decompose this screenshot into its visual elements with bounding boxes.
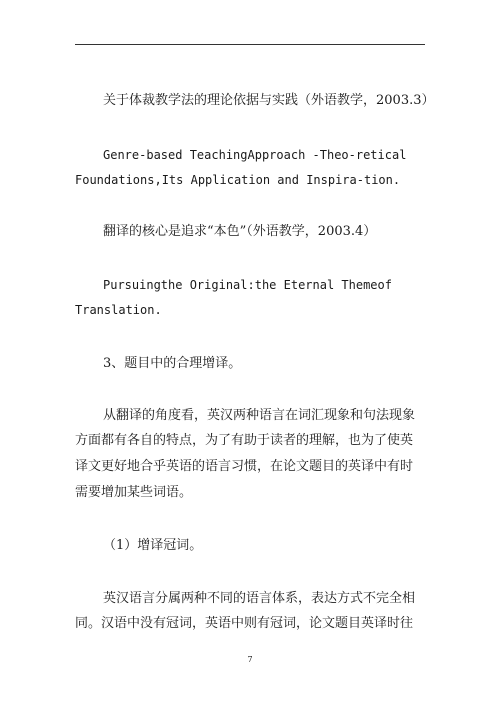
paragraph-1-line3: 译文更好地合乎英语的语言习惯，在论文题目的英译中有时	[75, 459, 414, 474]
section-heading-3: 3、题目中的合理增译。	[103, 356, 242, 371]
reference-title-cn-1: 关于体裁教学法的理论依据与实践（外语教学，2003.3）	[103, 93, 435, 108]
reference-title-en-2-line1: Pursuingthe Original:the Eternal Themeof	[103, 278, 392, 292]
paragraph-1-line4: 需要增加某些词语。	[75, 485, 193, 500]
page-number: 7	[247, 655, 253, 664]
subsection-heading-1: （1）增译冠词。	[103, 538, 203, 553]
reference-title-en-2-line2: Translation.	[75, 303, 162, 317]
paragraph-1-line2: 方面都有各自的特点，为了有助于读者的理解，也为了使英	[75, 433, 414, 448]
paragraph-1-line1: 从翻译的角度看，英汉两种语言在词汇现象和句法现象	[103, 408, 416, 423]
paragraph-2-line1: 英汉语言分属两种不同的语言体系，表达方式不完全相	[103, 591, 416, 606]
paragraph-2-line2: 同。汉语中没有冠词，英语中则有冠词，论文题目英译时往	[75, 616, 414, 631]
reference-title-en-1-line1: Genre-based TeachingApproach -Theo-retical	[103, 148, 407, 162]
reference-title-cn-2: 翻译的核心是追求“本色”（外语教学，2003.4）	[103, 224, 377, 239]
reference-title-en-1-line2: Foundations,Its Application and Inspira-tion.	[75, 173, 401, 187]
header-rule	[75, 44, 425, 45]
